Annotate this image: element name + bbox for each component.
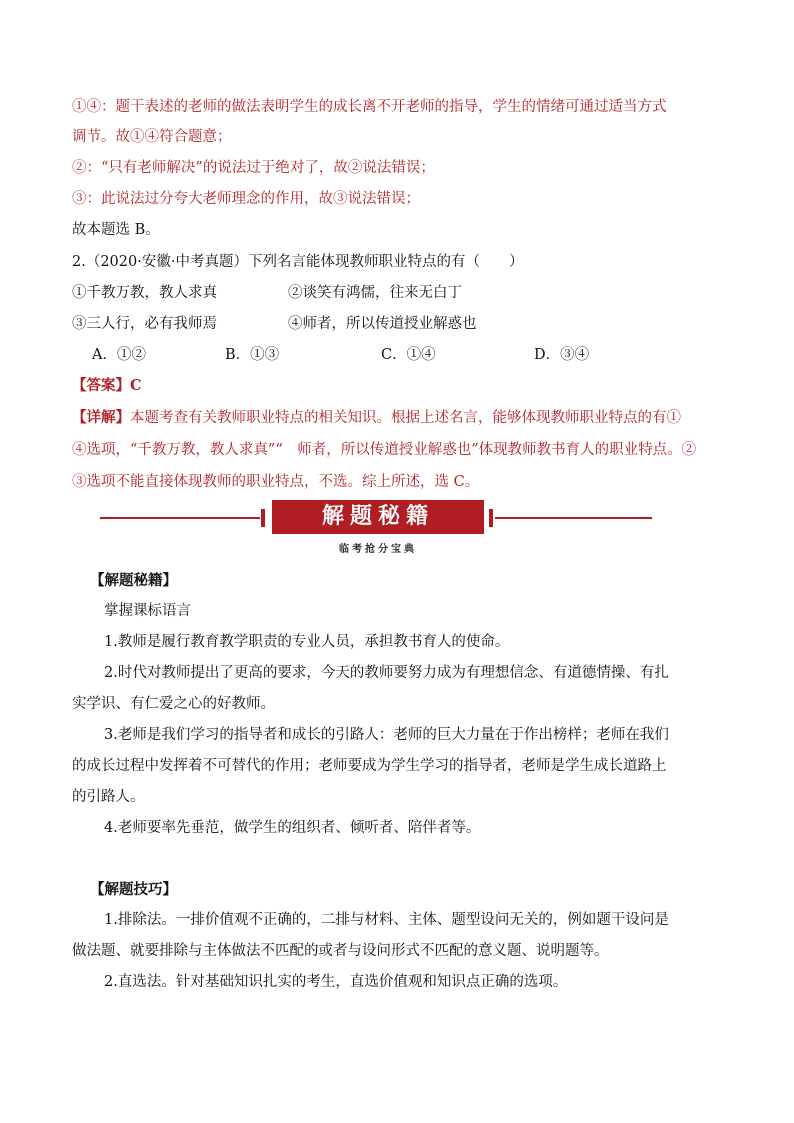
tips-point-2: 2.直选法。针对基础知识扎实的考生，直选价值观和知识点正确的选项。 xyxy=(104,974,568,990)
tips-point-1a: 1.排除法。一排价值观不正确的，二排与材料、主体、题型设问无关的，例如题干设问是 xyxy=(104,912,669,928)
banner-title: 解题秘籍 xyxy=(272,500,484,534)
secrets-point-4: 4.老师要率先垂范，做学生的组织者、倾听者、陪伴者等。 xyxy=(104,820,481,836)
detail-line-3: ③选项不能直接体现教师的职业特点，不选。综上所述，选 C。 xyxy=(72,474,480,490)
explain-line-1: ①④：题干表述的老师的做法表明学生的成长离不开老师的指导，学生的情绪可通过适当方式 xyxy=(72,99,667,115)
question-item-4: ④师者，所以传道授业解惑也 xyxy=(288,316,477,332)
secrets-sub: 掌握课标语言 xyxy=(104,603,191,619)
question-stem: 2.（2020·安徽·中考真题）下列名言能体现教师职业特点的有（ ） xyxy=(72,254,524,270)
banner-subtitle: 临考抢分宝典 xyxy=(339,544,417,555)
explain-conclusion: 故本题选 B。 xyxy=(72,222,160,238)
banner-rule-left xyxy=(100,517,260,519)
question-item-3: ③三人行，必有我师焉 xyxy=(72,316,217,332)
secrets-point-2b: 实学识、有仁爱之心的好教师。 xyxy=(72,696,275,712)
banner-rule-right xyxy=(495,517,652,519)
question-item-2: ②谈笑有鸿儒，往来无白丁 xyxy=(288,285,462,301)
detail-label: 【详解】 xyxy=(72,409,130,426)
secrets-point-3a: 3.老师是我们学习的指导者和成长的引路人：老师的巨大力量在于作出榜样；老师在我们 xyxy=(104,727,669,743)
explain-line-4: ③：此说法过分夸大老师理念的作用，故③说法错误； xyxy=(72,191,420,207)
option-a: A．①② xyxy=(92,347,146,363)
explain-line-3: ②：“只有老师解决”的说法过于绝对了，故②说法错误； xyxy=(72,160,435,176)
tips-heading: 【解题技巧】 xyxy=(90,881,177,898)
option-c: C．①④ xyxy=(381,347,436,363)
secrets-point-2a: 2.时代对教师提出了更高的要求，今天的教师要努力成为有理想信念、有道德情操、有扎 xyxy=(104,665,669,681)
secrets-point-3b: 的成长过程中发挥着不可替代的作用；老师要成为学生学习的指导者，老师是学生成长道路上 xyxy=(72,758,667,774)
option-b: B．①③ xyxy=(225,347,280,363)
detail-line-2: ④选项，“千教万教，教人求真”“ 师者，所以传道授业解惑也”体现教师教书育人的职业特点。② xyxy=(72,442,697,458)
answer-line xyxy=(72,376,142,396)
secrets-point-3c: 的引路人。 xyxy=(72,789,145,805)
banner-tick-right xyxy=(489,509,493,527)
tips-point-1b: 做法题、就要排除与主体做法不匹配的或者与设问形式不匹配的意义题、说明题等。 xyxy=(72,943,609,959)
answer-label: 【答案】 xyxy=(72,377,130,394)
question-item-1: ①千教万教，教人求真 xyxy=(72,285,217,301)
banner-tick-left xyxy=(261,509,265,527)
secrets-point-1: 1.教师是履行教育教学职责的专业人员，承担教书育人的使命。 xyxy=(104,634,510,650)
secrets-heading: 【解题秘籍】 xyxy=(90,572,177,589)
answer-value: C xyxy=(130,377,142,394)
detail-line-1 xyxy=(72,408,681,428)
explain-line-2: 调节。故①④符合题意； xyxy=(72,129,232,145)
option-d: D．③④ xyxy=(534,347,590,363)
detail-text-1: 本题考查有关教师职业特点的相关知识。根据上述名言，能够体现教师职业特点的有① xyxy=(130,410,681,426)
